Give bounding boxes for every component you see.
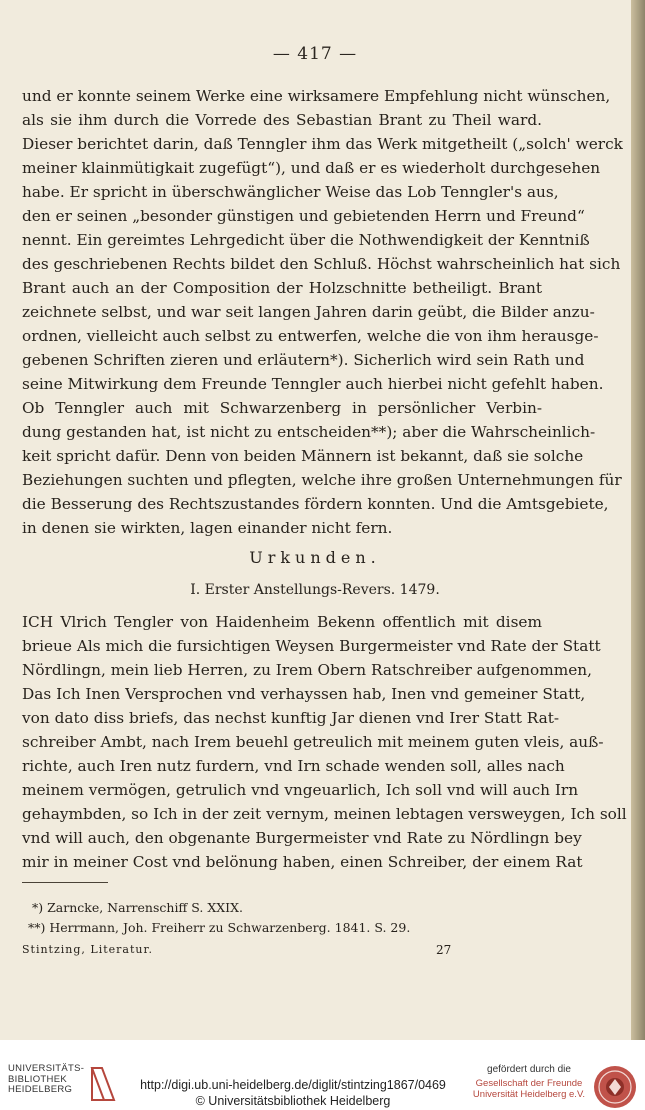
sheet-number: 27	[436, 943, 452, 957]
text-line: den er seinen „besonder günstigen und gebietenden Herrn und Freund“	[22, 207, 585, 225]
university-seal-icon	[592, 1064, 638, 1110]
library-name-line: HEIDELBERG	[8, 1084, 73, 1095]
library-name-line: UNIVERSITÄTS-	[8, 1063, 85, 1074]
text-line: dung gestanden hat, ist nicht zu entscheiden**); aber die Wahrscheinlich-	[22, 423, 596, 441]
funded-by-label: gefördert durch die	[487, 1064, 571, 1075]
text-line: die Besserung des Rechtszustandes fördern konnten. Und die Amtsgebiete,	[22, 495, 609, 513]
section-title: Urkunden.	[249, 548, 381, 567]
footnote-rule	[22, 882, 108, 883]
text-line: ICH Vlrich Tengler von Haidenheim Bekenn offentlich mit disem	[22, 613, 542, 631]
society-name	[470, 1078, 588, 1100]
text-line: ordnen, vielleicht auch selbst zu entwerfen, welche die von ihm herausge-	[22, 327, 599, 345]
library-logo-icon	[88, 1064, 118, 1104]
text-line: meinem vermögen, getrulich vnd vngeuarlich, Ich soll vnd will auch Irn	[22, 781, 579, 799]
text-line: gehaymbden, so Ich in der zeit vernym, meinen lebtagen verswеygen, Ich soll	[22, 805, 627, 823]
society-name-line: Gesellschaft der Freunde	[475, 1078, 583, 1089]
text-line: keit spricht dafür. Denn von beiden Männern ist bekannt, daß sie solche	[22, 447, 584, 465]
text-line: in denen sie wirkten, lagen einander nicht fern.	[22, 519, 393, 537]
text-line: von dato diss briefs, das nechst kunftig Jar dienen vnd Irer Statt Rat-	[22, 709, 560, 727]
footnote-2: **) Herrmann, Joh. Freiherr zu Schwarzenberg. 1841. S. 29.	[28, 920, 411, 935]
text-line: als sie ihm durch die Vorrede des Sebastian Brant zu Theil ward.	[22, 111, 542, 129]
text-line: zeichnete selbst, und war seit langen Jahren darin geübt, die Bilder anzu-	[22, 303, 595, 321]
text-line: richte, auch Iren nutz furdern, vnd Irn schade wenden soll, alles nach	[22, 757, 565, 775]
text-line: seine Mitwirkung dem Freunde Tenngler auch hierbei nicht gefehlt haben.	[22, 375, 604, 393]
library-name-line: BIBLIOTHEK	[8, 1073, 67, 1085]
text-line: des geschriebenen Rechts bildet den Schluß. Höchst wahrscheinlich hat sich	[22, 255, 621, 273]
section-subtitle: I. Erster Anstellungs-Revers. 1479.	[190, 582, 440, 598]
text-line: gebenen Schriften zieren und erläutern*). Sicherlich wird sein Rath und	[22, 351, 585, 369]
text-line: meiner klainmütigkait zugefügt“), und daß er es wiederholt durchgesehen	[22, 159, 601, 177]
text-line: Ob Tenngler auch mit Schwarzenberg in persönlicher Verbin-	[22, 399, 542, 417]
society-name-line: Universität Heidelberg e.V.	[472, 1089, 586, 1100]
page-edge-shadow	[631, 0, 645, 1040]
text-line: habe. Er spricht in überschwänglicher Weise das Lob Tenngler's aus,	[22, 183, 559, 201]
text-line: nennt. Ein gereimtes Lehrgedicht über die Nothwendigkeit der Kenntniß	[22, 231, 590, 249]
text-line: Das Ich Inen Versprochen vnd verhayssen hab, Inen vnd gemeiner Statt,	[22, 685, 586, 703]
signature-mark: Stintzing, Literatur.	[22, 943, 154, 956]
copyright-notice: © Universitätsbibliothek Heidelberg	[195, 1094, 391, 1108]
permalink-url[interactable]: http://digi.ub.uni-heidelberg.de/diglit/stintzing1867/0469	[140, 1078, 446, 1092]
text-line: und er konnte seinem Werke eine wirksamere Empfehlung nicht wünschen,	[22, 87, 611, 105]
text-line: Brant auch an der Composition der Holzschnitte betheiligt. Brant	[22, 279, 542, 297]
text-line: Nördlingn, mein lieb Herren, zu Irem Obern Ratschreiber aufgenommen,	[22, 661, 592, 679]
text-line: mir in meiner Cost vnd belönung haben, einen Schreiber, der einem Rat	[22, 853, 583, 871]
text-line: Beziehungen suchten und pflegten, welche ihre großen Unternehmungen für	[22, 471, 622, 489]
page-number-header: — 417 —	[272, 44, 358, 64]
library-name	[8, 1064, 84, 1096]
text-line: vnd will auch, den obgenante Burgermeister vnd Rate zu Nördlingn bey	[22, 829, 582, 847]
text-line: Dieser berichtet darin, daß Tenngler ihm das Werk mitgetheilt („solch' werck	[22, 135, 623, 153]
text-line: brieue Als mich die fursichtigen Weysen Burgermeister vnd Rate der Statt	[22, 637, 601, 655]
footnote-1: *) Zarncke, Narrenschiff S. XXIX.	[32, 900, 243, 915]
text-line: schreiber Ambt, nach Irem beuehl getreulich mit meinem guten vleis, auß-	[22, 733, 604, 751]
